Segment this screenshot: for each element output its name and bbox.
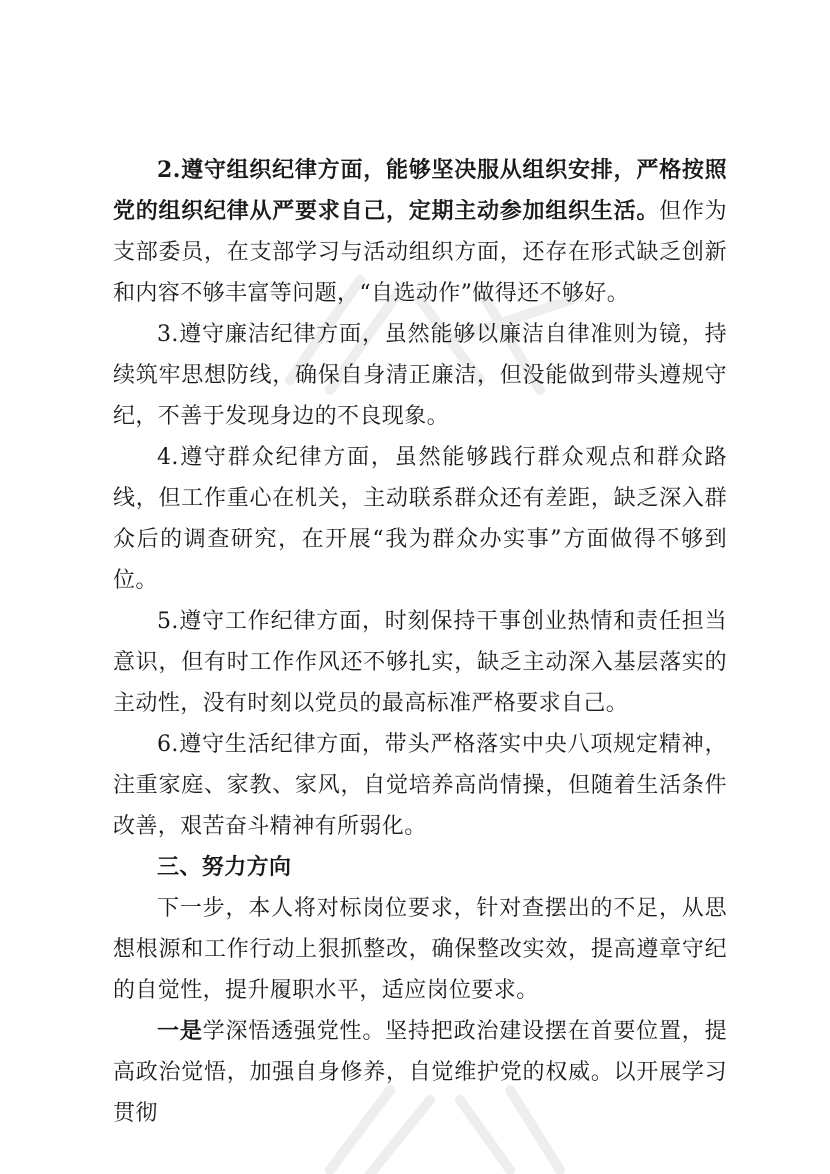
paragraph-intro: 下一步，本人将对标岗位要求，针对查摆出的不足，从思想根源和工作行动上狠抓整改，确保整改实效，提高遵章守纪的自觉性，提升履职水平，适应岗位要求。 bbox=[113, 896, 727, 1003]
paragraph-work-discipline: 5.遵守工作纪律方面，时刻保持干事创业热情和责任担当意识，但有时工作作风还不够扎实，缺乏主动深入基层落实的主动性，没有时刻以党员的最高标准严格要求自己。 bbox=[113, 609, 727, 716]
paragraph-organization-discipline bbox=[113, 150, 727, 314]
section-heading: 三、努力方向 bbox=[157, 855, 292, 880]
paragraph-point-one bbox=[113, 1011, 727, 1134]
paragraph-mass-discipline: 4.遵守群众纪律方面，虽然能够践行群众观点和群众路线，但工作重心在机关，主动联系群众还有差距，缺乏深入群众后的调查研究，在开展“我为群众办实事”方面做得不够到位。 bbox=[113, 445, 727, 593]
point-lead: 一是 bbox=[157, 1018, 203, 1044]
point-text: 坚持把政治建设摆在首要位置，提高政治觉悟，加强自身修养，自觉维护党的权威。以开展学习贯彻 bbox=[113, 1019, 727, 1126]
paragraph-integrity-discipline: 3.遵守廉洁纪律方面，虽然能够以廉洁自律准则为镜，持续筑牢思想防线，确保自身清正廉洁，但没能做到带头遵规守纪，不善于发现身边的不良现象。 bbox=[113, 322, 727, 429]
paragraph-life-discipline: 6.遵守生活纪律方面，带头严格落实中央八项规定精神，注重家庭、家教、家风，自觉培养高尚情操，但随着生活条件改善，艰苦奋斗精神有所弱化。 bbox=[113, 732, 727, 839]
point-bold-phrase: 学深悟透强党性。 bbox=[202, 1019, 386, 1044]
paragraph-text: 但作为支部委员，在支部学习与活动组织方面，还存在形式缺乏创新和内容不够丰富等问题，“自选动作”做得还不够好。 bbox=[113, 199, 728, 306]
document-body bbox=[113, 150, 727, 1134]
paragraph-bold-lead: 2.遵守组织纪律方面，能够坚决服从组织安排，严格按照党的组织纪律从严要求自己，定期主动参加组织生活。 bbox=[113, 157, 727, 224]
